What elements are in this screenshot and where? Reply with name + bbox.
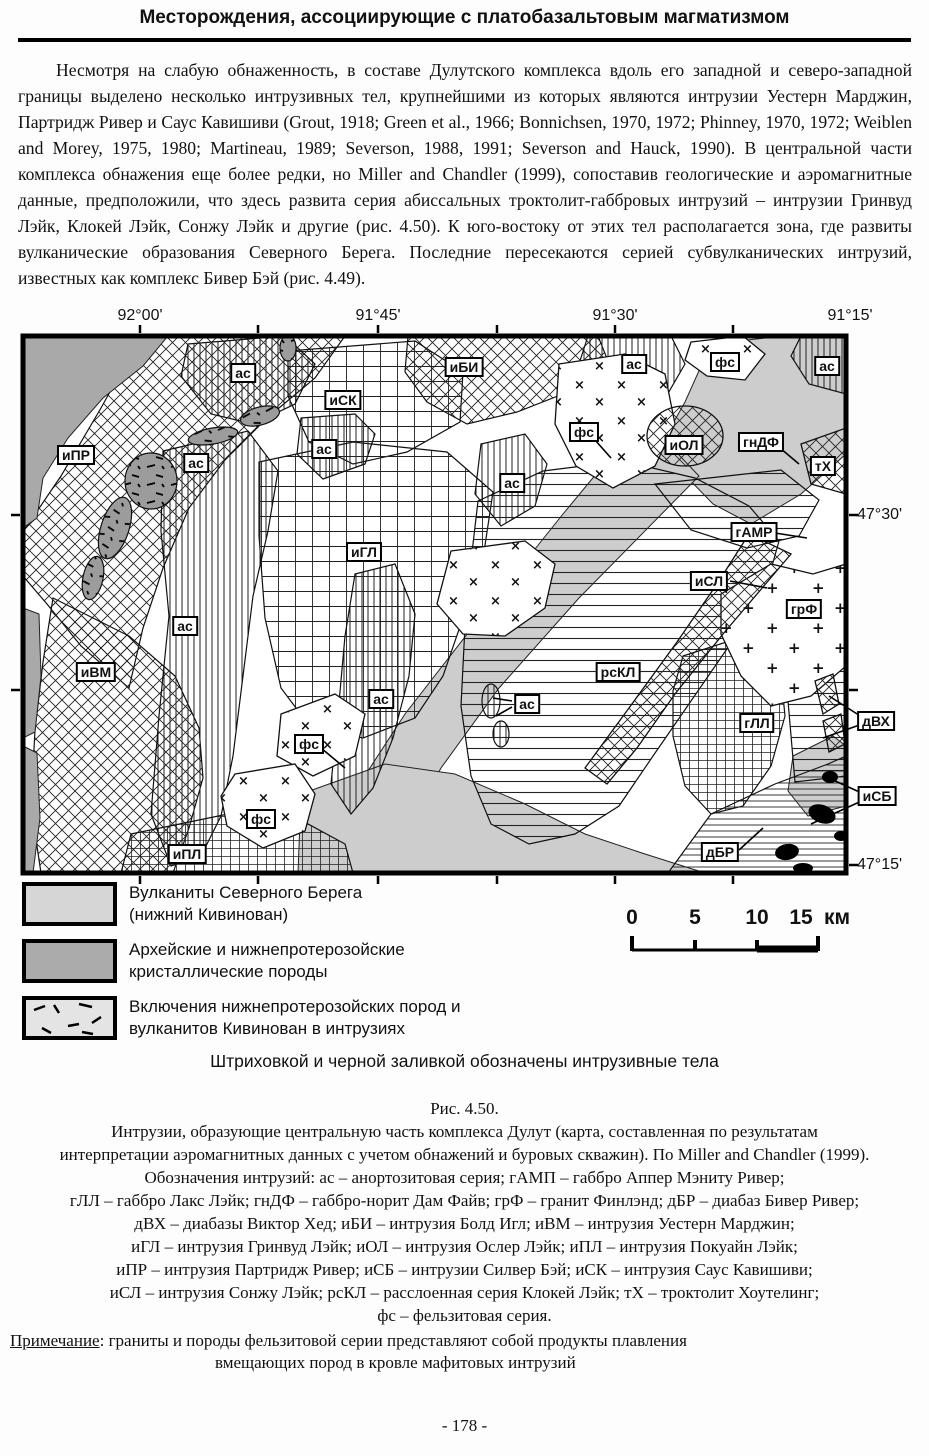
caption-line: Обозначения интрузий: ас – анортозитовая серия; гАМП – габбро Аппер Мэниту Ривер; [144, 1168, 785, 1187]
map-label-иСБ: иСБ [858, 786, 897, 806]
footnote-line2: вмещающих пород в кровле мафитовых интрузий [215, 1352, 576, 1372]
longitude-label: 92°00' [117, 307, 163, 324]
figure-map [23, 336, 929, 873]
map-label-грФ: грФ [786, 599, 822, 619]
footnote [10, 1330, 910, 1373]
legend-swatch-inclusions [22, 996, 117, 1040]
map-label-ас: ас [183, 453, 209, 473]
footnote-rest: : граниты и породы фельзитовой серии представляют собой продукты плавления [99, 1331, 687, 1350]
map-label-гЛЛ: гЛЛ [739, 713, 774, 733]
map-label-ас: ас [514, 694, 540, 714]
longitude-label: 91°30' [592, 307, 638, 324]
scale-tick-10: 10 [745, 906, 769, 929]
page-header: Месторождения, ассоциирующие с платобазальтовым магматизмом [139, 7, 790, 28]
caption-line: фс – фельзитовая серия. [377, 1306, 552, 1325]
legend-text: Включения нижнепротерозойских пород и вулканитов Кивинован в интрузиях [129, 997, 461, 1038]
map-label-гАМР: гАМР [731, 522, 778, 542]
map-label-иБИ: иБИ [445, 357, 484, 377]
legend-text: Вулканиты Северного Берега (нижний Кивинован) [129, 883, 363, 924]
header-rule [18, 38, 911, 42]
page-number: - 178 - [441, 1416, 488, 1435]
legend-item-inclusions [22, 996, 461, 1040]
intro-paragraph: Несмотря на слабую обнаженность, в составе Дулутского комплекса вдоль его западной и северо-западной границы выделено несколько интрузивных тел, крупнейшими из которых являются интрузии Уестерн Марджин, Партридж Ривер и Саус Кавишиви (Grout, 1918; Green et al., 1966; Bonnichsen, 1970, 1972; Phinney, 1970, 1972; Weiblen and Morey, 1975, 1980; Martineau, 1989; Severson, 1988, 1991; Severson and Hauck, 1990). В центральной части комплекса обнажения еще более редки, но Miller and Chandler (1999), сопоставив геологические и аэромагнитные данные, предположили, что здесь развита серия абиссальных троктолит-габбровых интрузий – интрузии Гринвуд Лэйк, Клокей Лэйк, Сонжу Лэйк и другие (рис. 4.50). К юго-востоку от этих тел располагается зона, где развиты вулканические образования Северного Берега. Последние пересекаются серией субвулканических интрузий, известных как комплекс Бивер Бэй (рис. 4.49). [18, 60, 912, 288]
map-label-ас: ас [172, 616, 198, 636]
legend-swatch-archean [22, 939, 117, 983]
map-label-ас: ас [311, 439, 337, 459]
hatching-note: Штриховкой и черной заливкой обозначены интрузивные тела [210, 1051, 719, 1071]
footnote-label: Примечание [10, 1331, 100, 1350]
map-label-ас: ас [621, 354, 647, 374]
map-label-иГЛ: иГЛ [346, 542, 382, 562]
legend-text: Архейские и нижнепротерозойские кристаллические породы [129, 940, 405, 981]
longitude-label: 91°15' [827, 307, 873, 324]
map-label-ас: ас [814, 356, 840, 376]
scale-tick-15: 15 [789, 906, 813, 929]
map-label-гнДФ: гнДФ [738, 432, 784, 452]
caption-line: дВХ – диабазы Виктор Хед; иБИ – интрузия Болд Игл; иВМ – интрузия Уестерн Марджин; [134, 1214, 795, 1233]
caption-line: иГЛ – интрузия Гринвуд Лэйк; иОЛ – интрузия Ослер Лэйк; иПЛ – интрузия Покуайн Лэйк; [131, 1237, 798, 1256]
map-label-иПЛ: иПЛ [168, 844, 207, 864]
scale-tick-5: 5 [689, 906, 701, 929]
map-label-иСК: иСК [324, 390, 361, 410]
caption-line: иСЛ – интрузия Сонжу Лэйк; рсКЛ – расслоенная серия Клокей Лэйк; тХ – троктолит Хоутелинг; [109, 1283, 820, 1302]
map-label-фс: фс [710, 352, 740, 372]
map-label-рсКЛ: рсКЛ [596, 662, 641, 682]
scale-bar-graphic [620, 930, 860, 960]
scale-unit: км [824, 906, 851, 929]
scale-tick-0: 0 [626, 906, 638, 929]
footnote-line1 [10, 1330, 910, 1352]
map-label-ас: ас [499, 473, 525, 493]
map-label-иОЛ: иОЛ [665, 435, 704, 455]
caption-line: Интрузии, образующие центральную часть комплекса Дулут (карта, составленная по результатам [111, 1122, 818, 1141]
caption-line: иПР – интрузия Партридж Ривер; иСБ – интрузии Силвер Бэй; иСК – интрузия Саус Кавишиви; [116, 1260, 813, 1279]
map-label-ас: ас [230, 363, 256, 383]
figure-number: Рис. 4.50. [430, 1099, 499, 1118]
map-label-ас: ас [368, 689, 394, 709]
latitude-label: 47°30' [857, 506, 903, 523]
map-label-иСЛ: иСЛ [690, 571, 728, 591]
map-label-тХ: тХ [810, 456, 836, 476]
legend-swatch-volcanics [22, 882, 117, 926]
legend-item-volcanics [22, 882, 362, 926]
map-label-иВМ: иВМ [76, 662, 116, 682]
map-label-фс: фс [569, 422, 599, 442]
map-label-дВХ: дВХ [857, 711, 895, 731]
map-label-дБР: дБР [701, 842, 739, 862]
map-label-фс: фс [294, 734, 324, 754]
map-label-иПР: иПР [57, 445, 95, 465]
legend-item-archean [22, 939, 405, 983]
geologic-map-canvas [23, 336, 929, 873]
figure-caption [0, 1097, 929, 1327]
longitude-label: 91°45' [355, 307, 401, 324]
caption-line: интерпретации аэромагнитных данных с учетом обнажений и буровых скважин). По Miller and Chandler (1999). [59, 1145, 870, 1164]
caption-line: гЛЛ – габбро Лакс Лэйк; гнДФ – габбро-норит Дам Файв; грФ – гранит Финлэнд; дБР – диабаз Бивер Ривер; [69, 1191, 860, 1210]
latitude-label: 47°15' [857, 856, 903, 873]
map-label-фс: фс [246, 809, 276, 829]
